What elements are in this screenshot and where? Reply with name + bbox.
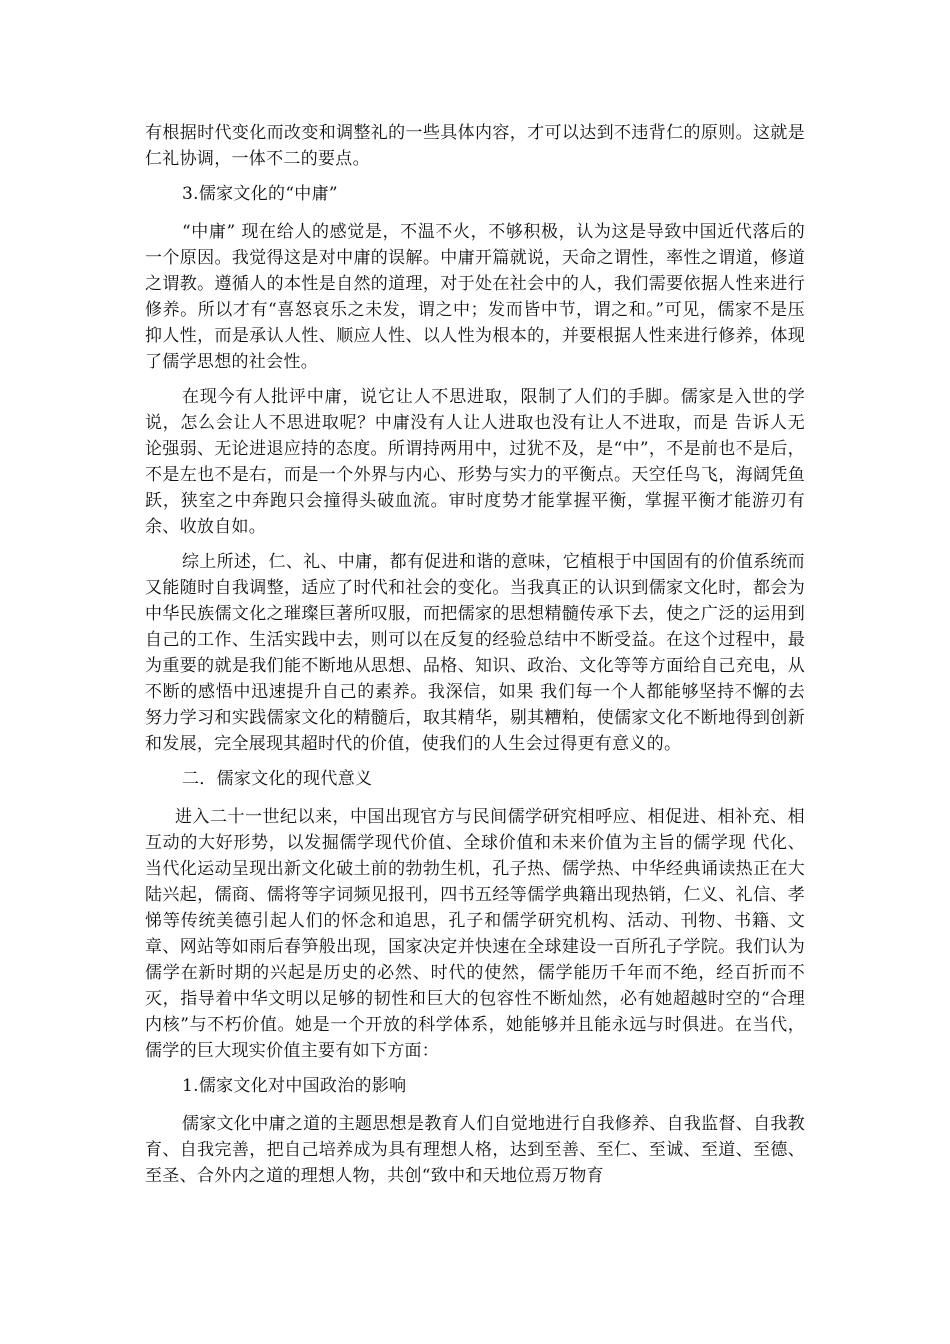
paragraph-summary: 综上所述，仁、礼、中庸，都有促进和谐的意味，它植根于中国固有的价值系统而又能随时自我调整，适应了时代和社会的变化。当我真正的认识到儒家文化时，都会为中华民族儒文化之璀璨巨著所叹服，而把儒家的思想精髓传承下去，使之广泛的运用到自己的工作、生活实践中去，则可以在反复的经验总结中不断受益。在这个过程中，最为重要的就是我们能不断地从思想、品格、知识、政治、文化等等方面给自己充电，从不断的感悟中迅速提升自己的素养。我深信，如果 我们每一个人都能够坚持不懈的去努力学习和实践儒家文化的精髓后，取其精华，剔其糟粕，使儒家文化不断地得到创新和发展，完全展现其超时代的价值，使我们的人生会过得更有意义的。	[145, 552, 805, 754]
document-body	[145, 120, 805, 1198]
heading-zhongyong: 3.儒家文化的“中庸”	[182, 184, 338, 204]
paragraph-zhongyong-meaning: “中庸” 现在给人的感觉是，不温不火，不够积极，认为这是导致中国近代落后的一个原因。我觉得这是对中庸的误解。中庸开篇就说，天命之谓性，率性之谓道，修道之谓教。遵循人的本性是自然的道理，对于处在社会中的人，我们需要依据人性来进行修养。所以才有“喜怒哀乐之未发，谓之中；发而皆中节，谓之和。”可见，儒家不是压抑人性，而是承认人性、顺应人性、以人性为根本的，并要根据人性来进行修养，体现了儒学思想的社会性。	[145, 222, 805, 372]
paragraph-zhongyong-criticism: 在现今有人批评中庸，说它让人不思进取，限制了人们的手脚。儒家是入世的学说，怎么会让人不思进取呢？中庸没有人让人进取也没有让人不进取，而是 告诉人无论强弱、无论进退应持的态度。所谓持两用中，过犹不及，是“中”，不是前也不是后，不是左也不是右，而是一个外界与内心、形势与实力的平衡点。天空任鸟飞，海阔凭鱼跃，狭室之中奔跑只会撞得头破血流。审时度势才能掌握平衡，掌握平衡才能游刃有余、收放自如。	[145, 387, 805, 537]
heading-politics-influence: 1.儒家文化对中国政治的影响	[182, 1076, 407, 1096]
heading-section-two: 二．儒家文化的现代意义	[182, 769, 373, 789]
paragraph-modern-significance: 进入二十一世纪以来，中国出现官方与民间儒学研究相呼应、相促进、相补充、相互动的大好形势，以发掘儒学现代价值、全球价值和未来价值为主旨的儒学现 代化、当代化运动呈现出新文化破土前的勃勃生机，孔子热、儒学热、中华经典诵读热正在大陆兴起，儒商、儒将等字词频见报刊，四书五经等儒学典籍出现热销，仁义、礼信、孝悌等传统美德引起人们的怀念和追思，孔子和儒学研究机构、活动、刊物、书籍、文章、网站等如雨后春笋般出现，国家决定并快速在全球建设一百所孔子学院。我们认为儒学在新时期的兴起是历史的必然、时代的使然，儒学能历千年而不绝，经百折而不灭，指导着中华文明以足够的韧性和巨大的包容性不断灿然，必有她超越时空的“合理内核”与不朽价值。她是一个开放的科学体系，她能够并且能永远与时俱进。在当代，儒学的巨大现实价值主要有如下方面：	[145, 807, 805, 1061]
paragraph-ren-li-conclusion: 有根据时代变化而改变和调整礼的一些具体内容，才可以达到不违背仁的原则。这就是仁礼协调，一体不二的要点。	[145, 123, 805, 169]
paragraph-politics: 儒家文化中庸之道的主题思想是教育人们自觉地进行自我修养、自我监督、自我教育、自我完善，把自己培养成为具有理想人格，达到至善、至仁、至诚、至道、至德、至圣、合外内之道的理想人物，共创“致中和天地位焉万物育	[145, 1114, 805, 1186]
